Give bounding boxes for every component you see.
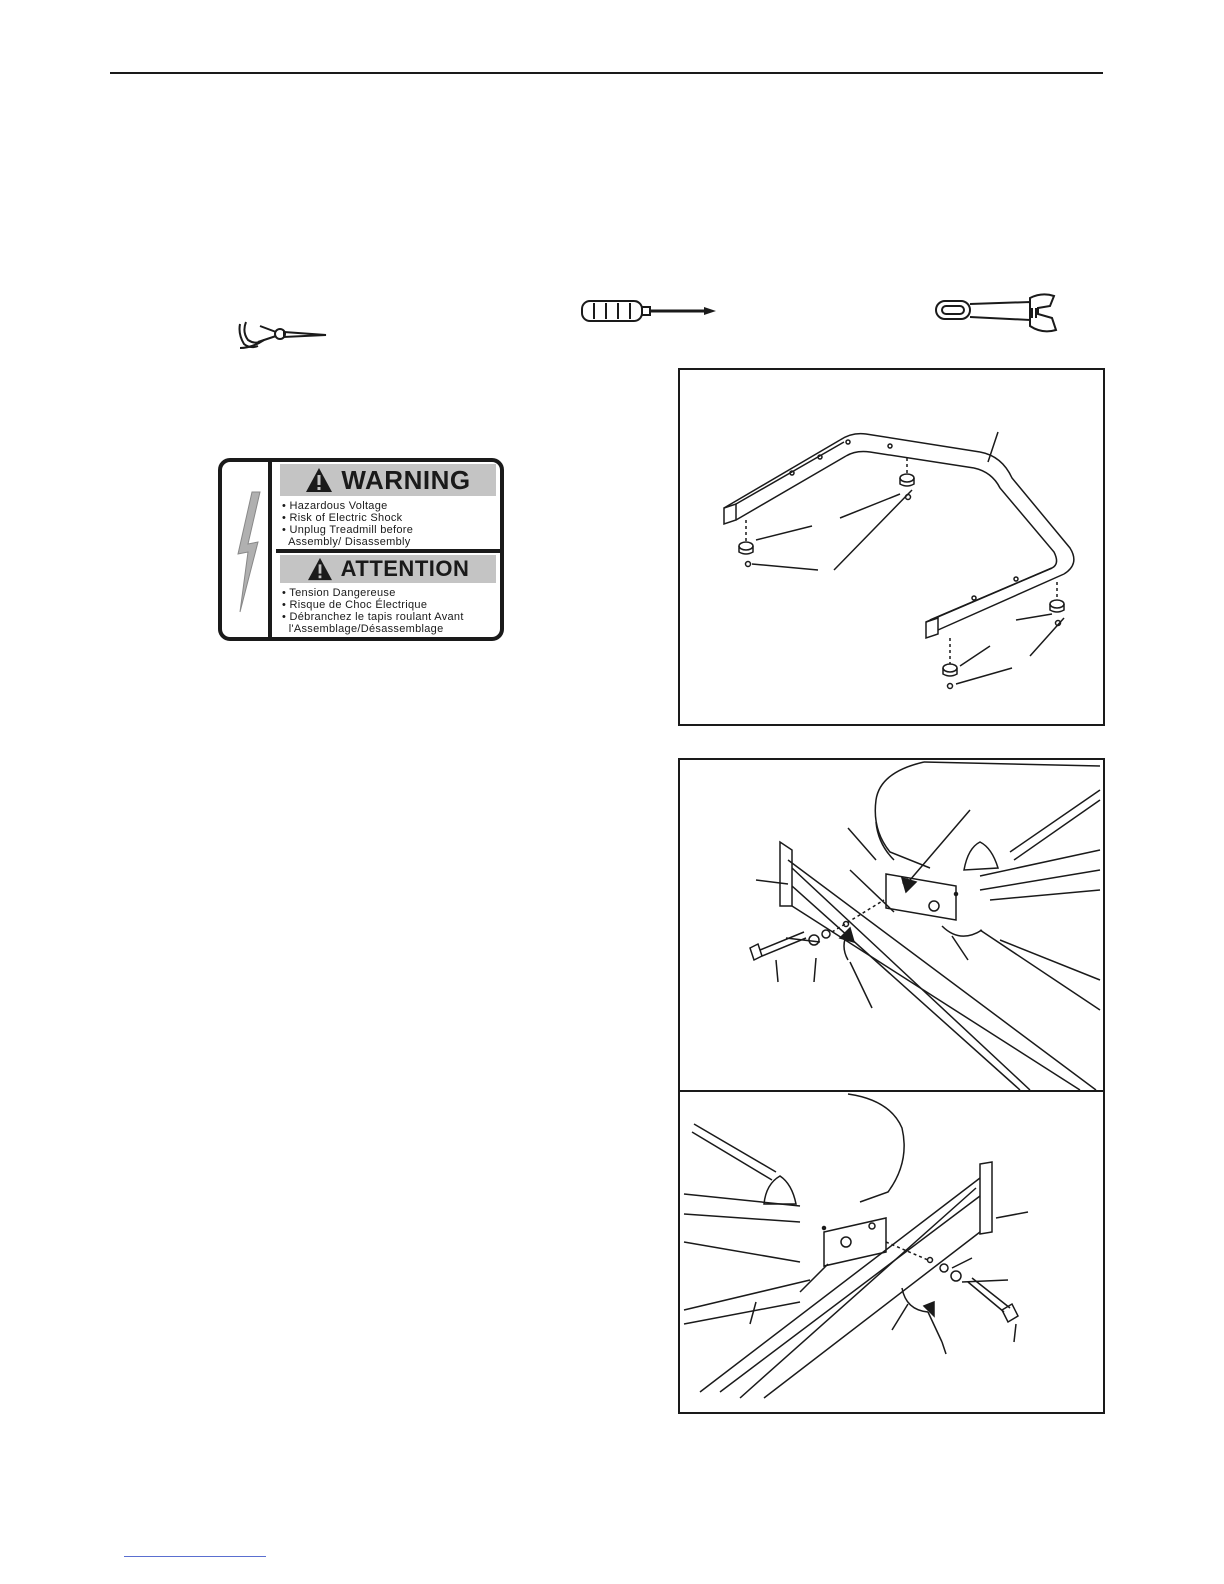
warning-label (218, 458, 504, 641)
warning-title: WARNING (341, 464, 471, 495)
base-right-drawing (680, 1092, 1103, 1412)
figure-base-left (678, 758, 1105, 1092)
attention-bullet: • Tension Dangereuse (282, 587, 396, 599)
attention-bullet: • Débranchez le tapis roulant Avant (282, 611, 464, 623)
attention-title: ATTENTION (340, 556, 470, 581)
label-divider (276, 549, 500, 553)
bottom-link-underline (124, 1556, 266, 1557)
figure-base-right (678, 1090, 1105, 1414)
top-rule (110, 72, 1103, 74)
attention-header (280, 555, 496, 583)
lightning-bolt-column (222, 462, 272, 637)
phillips-screwdriver-icon (580, 298, 720, 324)
handrail-drawing (680, 370, 1103, 724)
adjustable-wrench-icon (934, 290, 1066, 336)
needle-nose-pliers-icon (236, 318, 328, 352)
attention-bullet: l'Assemblage/Désassemblage (282, 623, 444, 635)
attention-bullet: • Risque de Choc Électrique (282, 599, 428, 611)
lightning-bolt-icon (222, 462, 268, 637)
figure-handrail (678, 368, 1105, 726)
warning-bullets (282, 500, 496, 548)
warning-bullet: • Risk of Electric Shock (282, 512, 403, 524)
warning-bullet: • Unplug Treadmill before (282, 524, 414, 536)
warning-header (280, 464, 496, 496)
attention-bullets (282, 587, 496, 635)
base-left-drawing (680, 760, 1103, 1090)
warning-triangle-icon (307, 557, 333, 581)
warning-triangle-icon (305, 467, 333, 493)
warning-bullet: Assembly/ Disassembly (282, 536, 411, 548)
warning-bullet: • Hazardous Voltage (282, 500, 388, 512)
